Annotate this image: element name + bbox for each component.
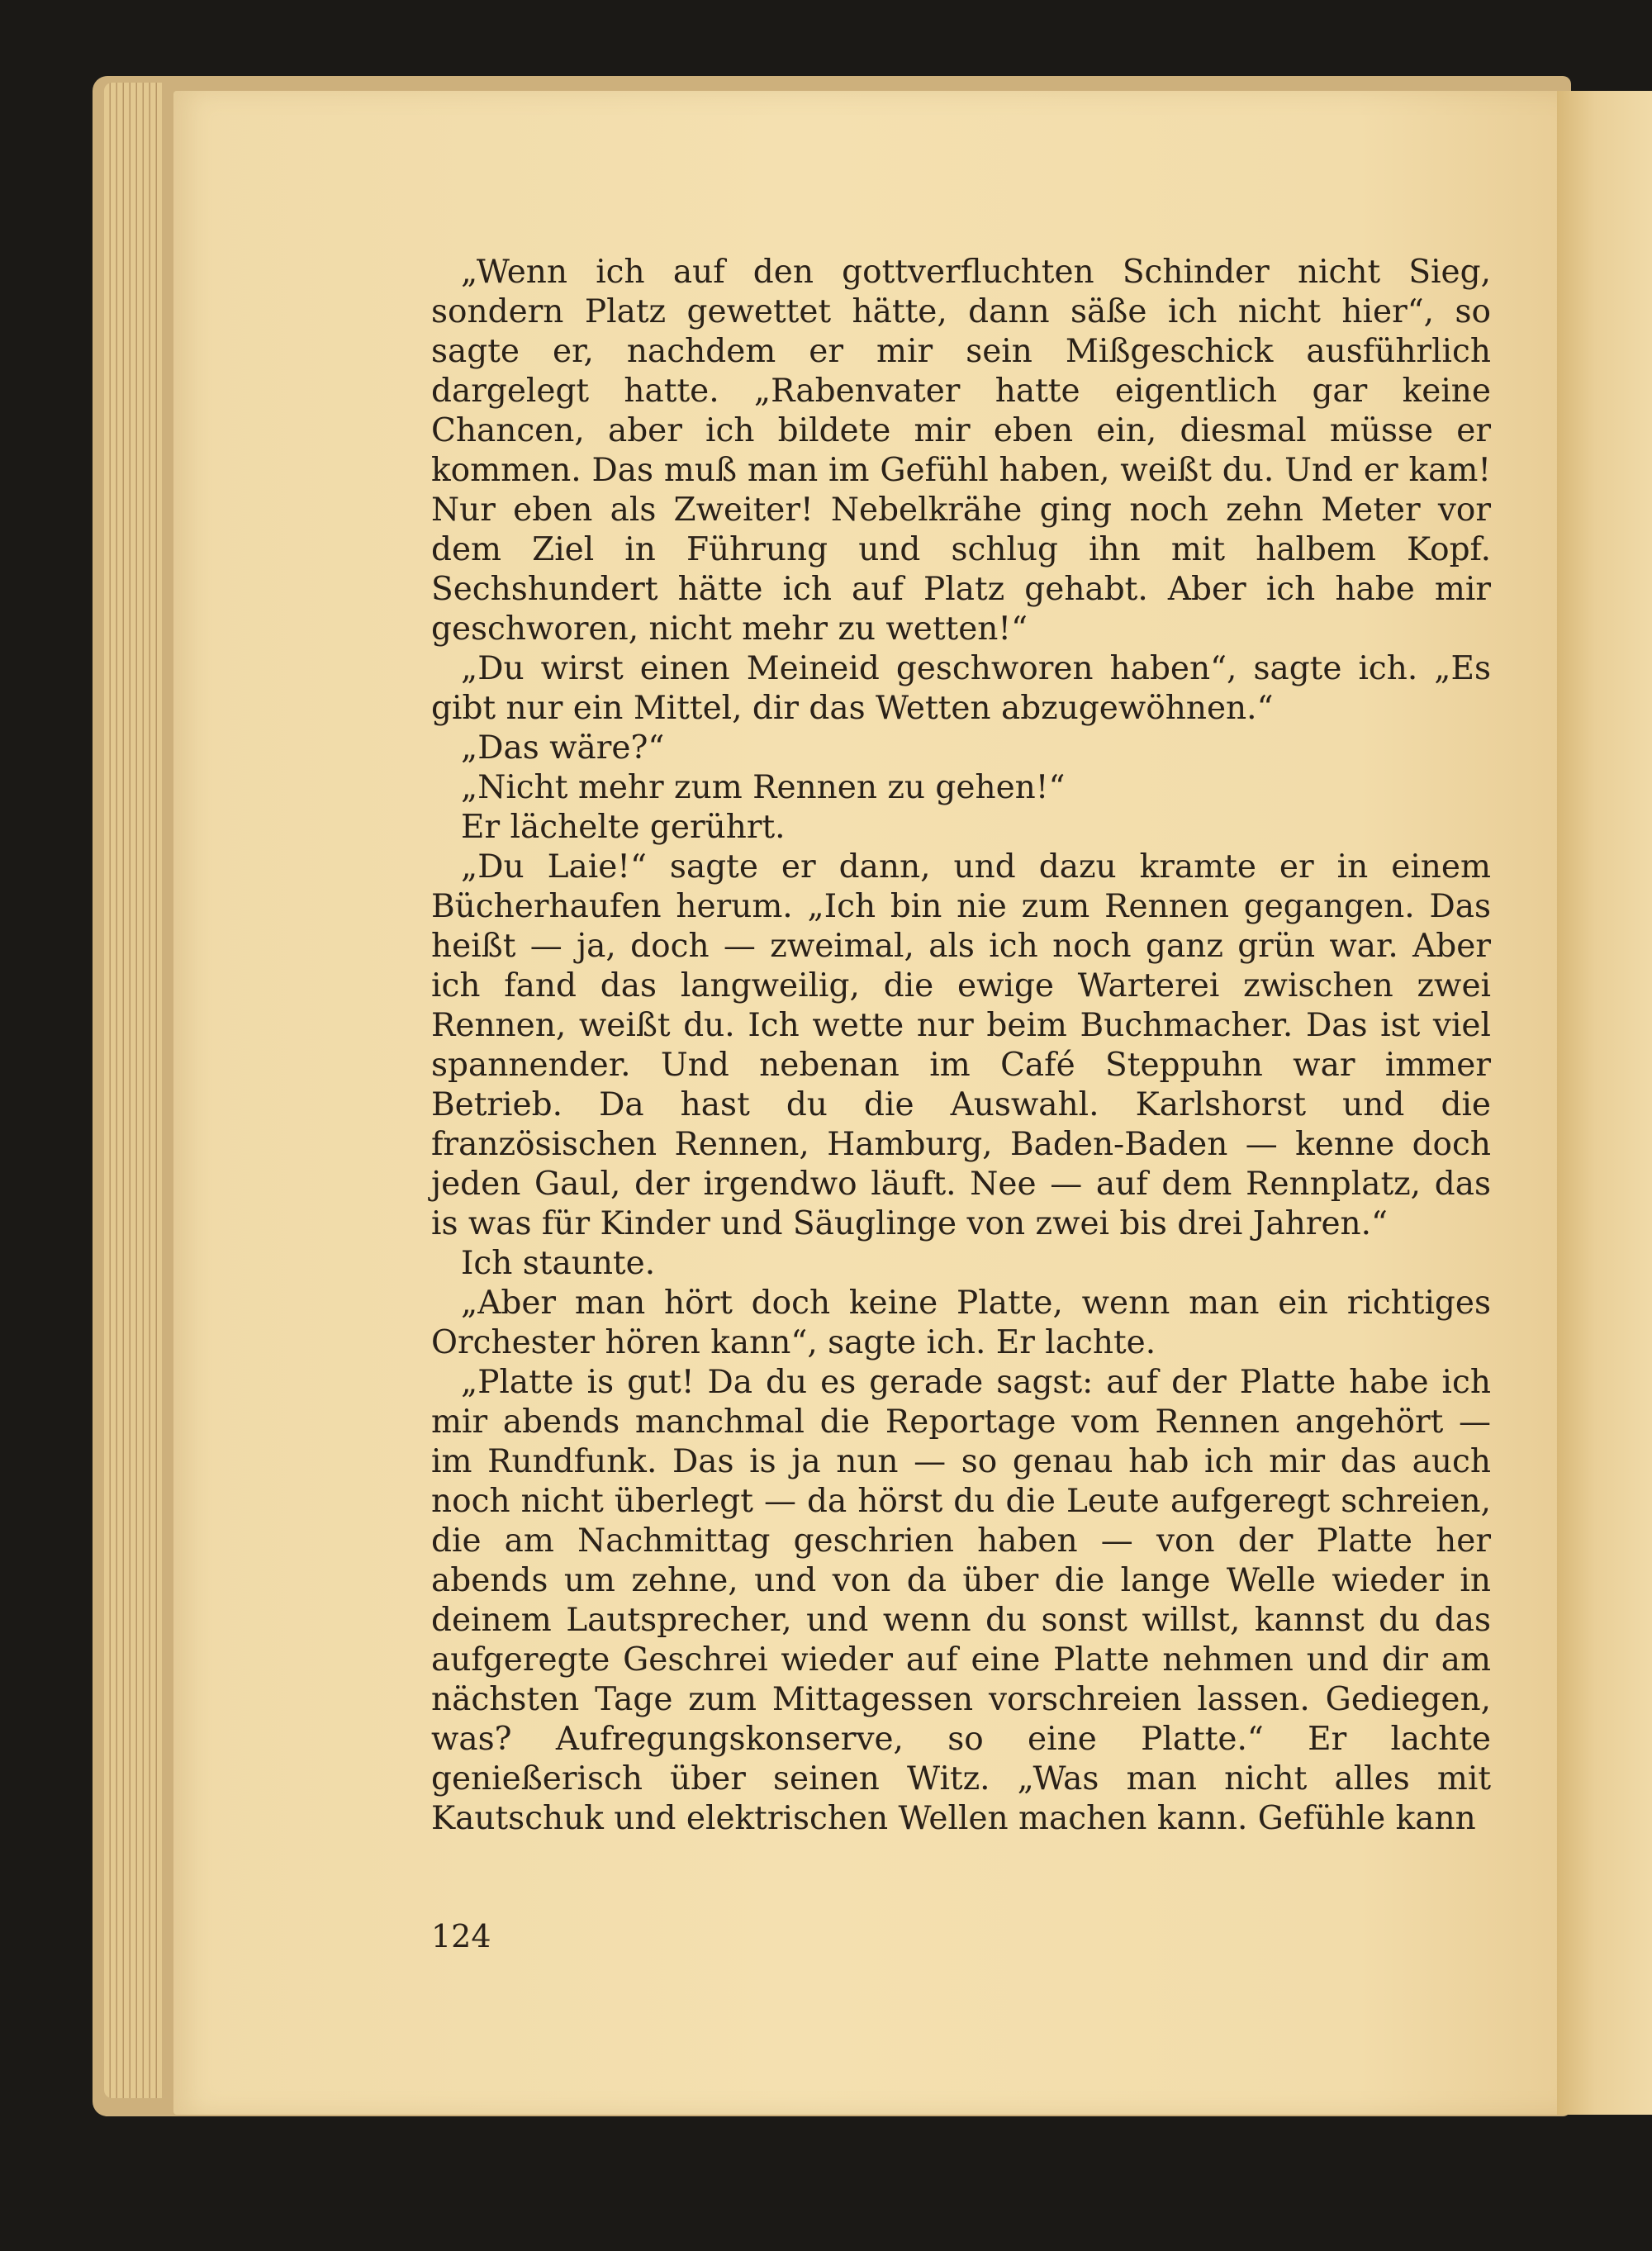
paragraph: „Nicht mehr zum Rennen zu gehen!“ (461, 769, 1066, 806)
page-number: 124 (431, 1918, 491, 1954)
paragraph: „Du Laie!“ sagte er dann, und dazu kramte er in einem Bücherhaufen herum. „Ich bin nie zum Rennen gegangen. Das heißt — ja, doch — zweimal, als ich noch ganz grün war. Aber ich fand das langweilig, die ewige Warterei zwischen zwei Rennen, weißt du. Ich wette nur beim Buchmacher. Das ist viel spannender. Und nebenan im Café Steppuhn war immer Betrieb. Da hast du die Auswahl. Karlshorst und die französischen Rennen, Hamburg, Baden-Baden — kenne doch jeden Gaul, der irgendwo läuft. Nee — auf dem Rennplatz, das is was für Kinder und Säuglinge von zwei bis drei Jahren.“ (431, 848, 1491, 1242)
paragraph: „Aber man hört doch keine Platte, wenn man ein richtiges Orchester hören kann“, sagte ich. Er lachte. (431, 1285, 1491, 1361)
paragraph: Ich staunte. (461, 1245, 656, 1282)
paragraph: „Du wirst einen Meineid geschworen haben“, sagte ich. „Es gibt nur ein Mittel, dir das Wetten abzugewöhnen.“ (431, 650, 1491, 727)
paragraph: „Wenn ich auf den gottverfluchten Schinder nicht Sieg, sondern Platz gewettet hätte, dann säße ich nicht hier“, so sagte er, nachdem er mir sein Mißgeschick ausführlich dargelegt hatte. „Rabenvater hatte eigentlich gar keine Chancen, aber ich bildete mir eben ein, diesmal müsse er kommen. Das muß man im Gefühl haben, weißt du. Und er kam! Nur eben als Zweiter! Nebelkrähe ging noch zehn Meter vor dem Ziel in Führung und schlug ihn mit halbem Kopf. Sechshundert hätte ich auf Platz gehabt. Aber ich habe mir geschworen, nicht mehr zu wetten!“ (431, 254, 1491, 648)
paragraph: „Das wäre?“ (461, 729, 665, 767)
book-gutter (1557, 91, 1652, 2115)
paragraph: Er lächelte gerührt. (461, 809, 786, 846)
paragraph: „Platte is gut! Da du es gerade sagst: auf der Platte habe ich mir abends manchmal die Reportage vom Rennen angehört — im Rundfunk. Das is ja nun — so genau hab ich mir das auch noch nicht überlegt — da hörst du die Leute aufgeregt schreien, die am Nachmittag geschrien haben — von der Platte her abends um zehne, und von da über die lange Welle wieder in deinem Lautsprecher, und wenn du sonst willst, kannst du das aufgeregte Geschrei wieder auf eine Platte nehmen und dir am nächsten Tage zum Mittagessen vorschreien lassen. Gediegen, was? Aufregungskonserve, so eine Platte.“ Er lachte genießerisch über seinen Witz. „Was man nicht alles mit Kautschuk und elektrischen Wellen machen kann. Gefühle kann (431, 1364, 1491, 1837)
body-text (431, 253, 1491, 1839)
